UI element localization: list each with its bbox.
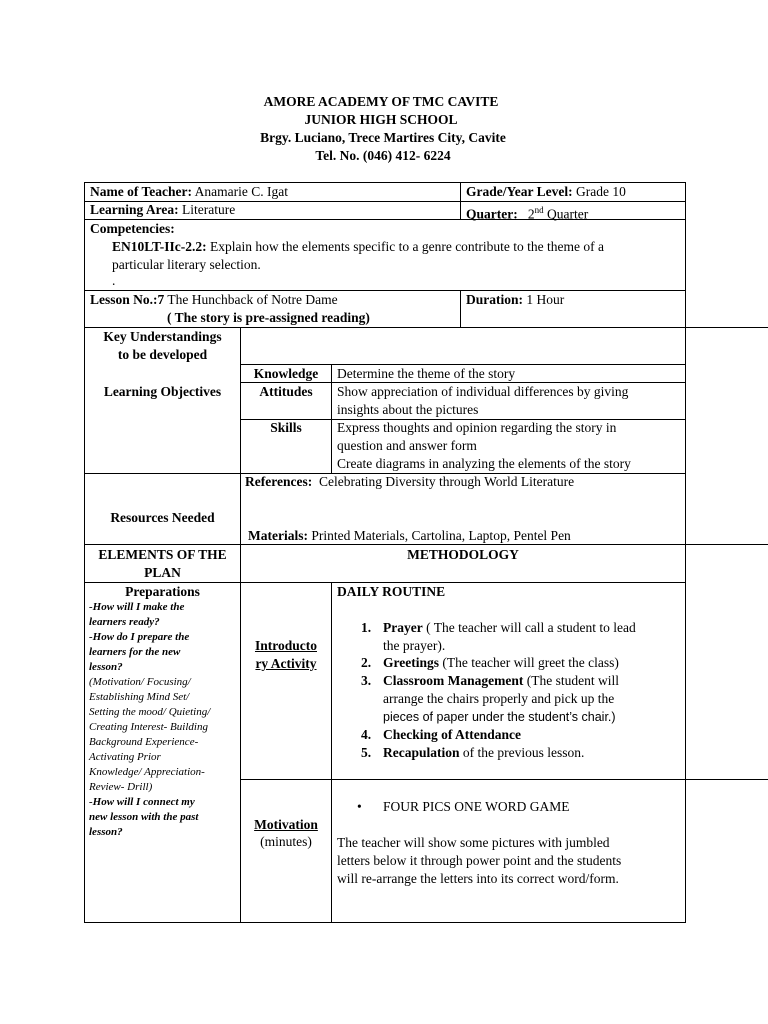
attitudes-label: Attitudes [259, 384, 313, 399]
routine-item-title: Greetings [383, 655, 439, 670]
prep-note: Activating Prior [89, 751, 161, 763]
teacher-field [90, 183, 288, 201]
motivation-desc-1: The teacher will show some pictures with jumbled [337, 835, 610, 850]
routine-item-title: Prayer [383, 620, 423, 635]
routine-item-text: arrange the chairs properly and pick up the [383, 691, 615, 706]
routine-number: 5. [361, 745, 372, 760]
lesson-label: Lesson No.:7 [90, 292, 165, 307]
competency-code: EN10LT-IIc-2.2: [112, 239, 207, 254]
prep-question: lesson? [89, 826, 123, 838]
rule [685, 182, 686, 923]
area-value: Literature [182, 202, 236, 217]
motivation-desc-2: letters below it through power point and the students [337, 853, 622, 868]
prep-question: learners for the new [89, 646, 181, 658]
rule [331, 364, 332, 474]
routine-item-text: the prayer). [383, 638, 446, 653]
quarter-num: 2 [527, 206, 535, 222]
materials-field [248, 527, 571, 545]
routine-item-text: (The teacher will greet the class) [439, 655, 619, 670]
competency-line-1 [112, 238, 604, 256]
routine-number: 3. [361, 673, 372, 688]
references-value: Celebrating Diversity through World Literature [318, 474, 575, 489]
skills-label: Skills [270, 420, 302, 435]
prep-note: (Motivation/ Focusing/ [89, 676, 191, 688]
bullet-icon: • [357, 799, 362, 814]
prep-note: Knowledge/ Appreciation- [89, 766, 205, 778]
rule [331, 582, 332, 923]
materials-value: Printed Materials, Cartolina, Laptop, Pentel Pen [311, 528, 571, 543]
routine-item-title: Recapulation [383, 745, 460, 760]
teacher-label: Name of Teacher: [90, 184, 192, 199]
routine-item-title: Checking of Attendance [383, 727, 521, 742]
school-name: AMORE ACADEMY OF TMC CAVITE [263, 94, 499, 109]
routine-item-text: (The student will [523, 673, 619, 688]
prep-question: -How will I connect my [89, 796, 195, 808]
methodology-heading: METHODOLOGY [407, 547, 519, 562]
skills-text-2: question and answer form [337, 438, 477, 453]
routine-item [383, 708, 616, 726]
routine-item-text: pieces of paper under the student’s chair.) [383, 710, 616, 724]
preparations-label: Preparations [125, 584, 200, 599]
key-understandings-line-2: to be developed [117, 347, 208, 362]
preparations-notes [89, 600, 239, 840]
competencies-label: Competencies: [90, 221, 175, 236]
lesson-note: ( The story is pre-assigned reading) [167, 310, 370, 325]
routine-number: 4. [361, 727, 372, 742]
prep-question: -How do I prepare the [89, 631, 190, 643]
quarter-label: Quarter: [466, 206, 518, 222]
intro-activity-line-2: ry Activity [255, 656, 317, 671]
quarter-field [466, 201, 588, 224]
rule [460, 182, 461, 220]
prep-note: Establishing Mind Set/ [89, 691, 190, 703]
routine-item [383, 637, 445, 655]
competency-text-1: Explain how the elements specific to a genre contribute to the theme of a [210, 239, 605, 254]
routine-item-title: Classroom Management [383, 673, 524, 688]
minutes-label: (minutes) [260, 834, 312, 849]
area-field [90, 201, 235, 219]
daily-routine-title: DAILY ROUTINE [337, 584, 446, 599]
routine-item [383, 672, 619, 690]
school-level: JUNIOR HIGH SCHOOL [304, 112, 458, 127]
attitudes-text-2: insights about the pictures [337, 402, 479, 417]
routine-item [383, 726, 521, 744]
game-title: FOUR PICS ONE WORD GAME [383, 799, 570, 814]
school-tel: Tel. No. (046) 412- 6224 [315, 148, 451, 163]
routine-item-text: of the previous lesson. [459, 745, 585, 760]
prep-question: -How will I make the [89, 601, 185, 613]
resources-label: Resources Needed [110, 510, 215, 525]
routine-number: 1. [361, 620, 372, 635]
routine-item [383, 654, 619, 672]
motivation-label: Motivation [254, 817, 318, 832]
competency-dot: . [112, 273, 116, 288]
rule [460, 290, 461, 328]
attitudes-text-1: Show appreciation of individual differences by giving [337, 384, 629, 399]
knowledge-label: Knowledge [253, 366, 319, 381]
skills-text-1: Express thoughts and opinion regarding the story in [337, 420, 617, 435]
prep-note: Review- Drill) [89, 781, 153, 793]
grade-field [466, 183, 626, 201]
lesson-field [90, 291, 338, 309]
motivation-desc-3: will re-arrange the letters into its correct word/form. [337, 871, 619, 886]
prep-question: learners ready? [89, 616, 160, 628]
grade-label: Grade/Year Level: [466, 184, 573, 199]
prep-question: lesson? [89, 661, 123, 673]
quarter-word: Quarter [546, 206, 589, 222]
duration-field [466, 291, 564, 309]
learning-objectives-label: Learning Objectives [103, 384, 222, 399]
rule [240, 779, 768, 780]
quarter-sup: nd [534, 205, 544, 215]
prep-note: Background Experience- [89, 736, 199, 748]
materials-label: Materials: [248, 528, 308, 543]
elements-line-1: ELEMENTS OF THE [98, 547, 227, 562]
routine-item [383, 690, 614, 708]
teacher-value: Anamarie C. Igat [194, 184, 288, 199]
prep-question: new lesson with the past [89, 811, 199, 823]
duration-label: Duration: [466, 292, 523, 307]
references-label: References: [245, 474, 313, 489]
school-address: Brgy. Luciano, Trece Martires City, Cavite [260, 130, 506, 145]
prep-note: Setting the mood/ Quieting/ [89, 706, 211, 718]
lesson-value: The Hunchback of Notre Dame [167, 292, 338, 307]
key-understandings-line-1: Key Understandings [103, 329, 222, 344]
grade-value: Grade 10 [575, 184, 626, 199]
duration-value: 1 Hour [526, 292, 565, 307]
routine-item-text: ( The teacher will call a student to lead [422, 620, 636, 635]
intro-activity-line-1: Introducto [254, 638, 317, 653]
area-label: Learning Area: [90, 202, 179, 217]
rule [84, 922, 686, 923]
references-field [245, 473, 574, 491]
elements-line-2: PLAN [144, 565, 181, 580]
competency-text-2: particular literary selection. [112, 257, 261, 272]
prep-note: Creating Interest- Building [89, 721, 208, 733]
routine-item [383, 744, 584, 762]
knowledge-text: Determine the theme of the story [337, 366, 516, 381]
skills-text-3: Create diagrams in analyzing the elements of the story [337, 456, 631, 471]
routine-number: 2. [361, 655, 372, 670]
routine-item [383, 619, 636, 637]
